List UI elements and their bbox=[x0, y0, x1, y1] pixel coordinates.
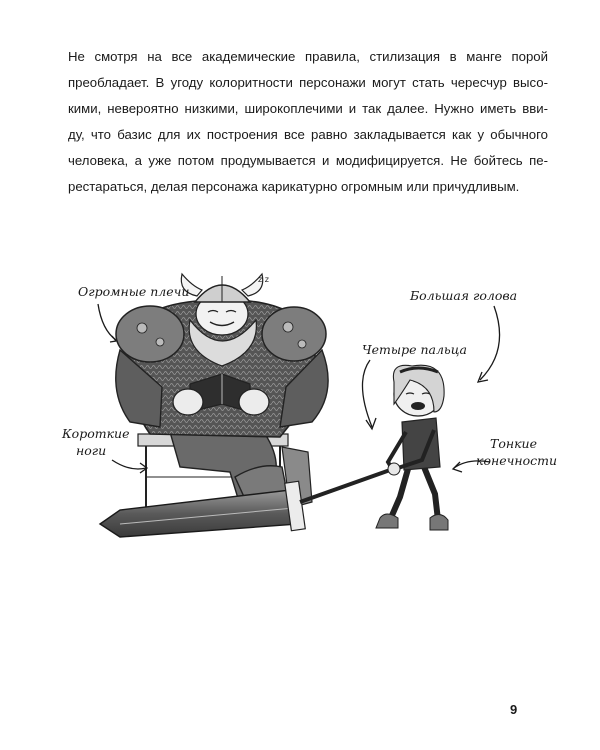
arrow-four-fingers bbox=[362, 360, 372, 427]
manga-characters-illustration bbox=[50, 262, 560, 562]
paragraph-line: рестараться, делая персонажа карикатурно огромным или причудливым. bbox=[68, 179, 520, 194]
label-thin-limbs-line2: конечности bbox=[476, 453, 558, 468]
arrow-shoulders-head bbox=[110, 336, 116, 342]
label-short-legs-line2: ноги bbox=[76, 443, 107, 458]
page-number: 9 bbox=[510, 702, 518, 717]
label-big-head: Большая голова bbox=[410, 288, 518, 303]
arrow-big-head bbox=[480, 306, 500, 380]
label-thin-limbs-line1: Тонкие bbox=[490, 436, 538, 451]
arrow-shoulders bbox=[98, 304, 116, 340]
paragraph-line: преобладает. В угоду колоритности персонажи могут стать чересчур высо- bbox=[68, 75, 548, 90]
paragraph-line: человека, а уже потом продумывается и модифицируется. Не бойтесь пе- bbox=[68, 153, 548, 168]
arrow-thin-limbs-tip bbox=[453, 462, 462, 472]
paragraph-line: ду, что базис для их построения все равно закладывается как у обычного bbox=[68, 127, 548, 142]
small-character bbox=[376, 365, 448, 530]
label-four-fingers: Четыре пальца bbox=[362, 342, 467, 357]
label-short-legs-line1: Короткие bbox=[62, 426, 130, 441]
paragraph-line: Не смотря на все академические правила, стилизация в манге порой bbox=[68, 49, 548, 64]
label-huge-shoulders: Огромные плечи bbox=[78, 284, 190, 299]
snore-text: z z bbox=[258, 275, 269, 284]
arrow-short-legs bbox=[112, 460, 146, 469]
large-warrior-character bbox=[116, 274, 328, 510]
paragraph-line: кими, невероятно низкими, широкоплечими и так далее. Нужно иметь вви- bbox=[68, 101, 548, 116]
body-paragraph bbox=[68, 44, 548, 200]
